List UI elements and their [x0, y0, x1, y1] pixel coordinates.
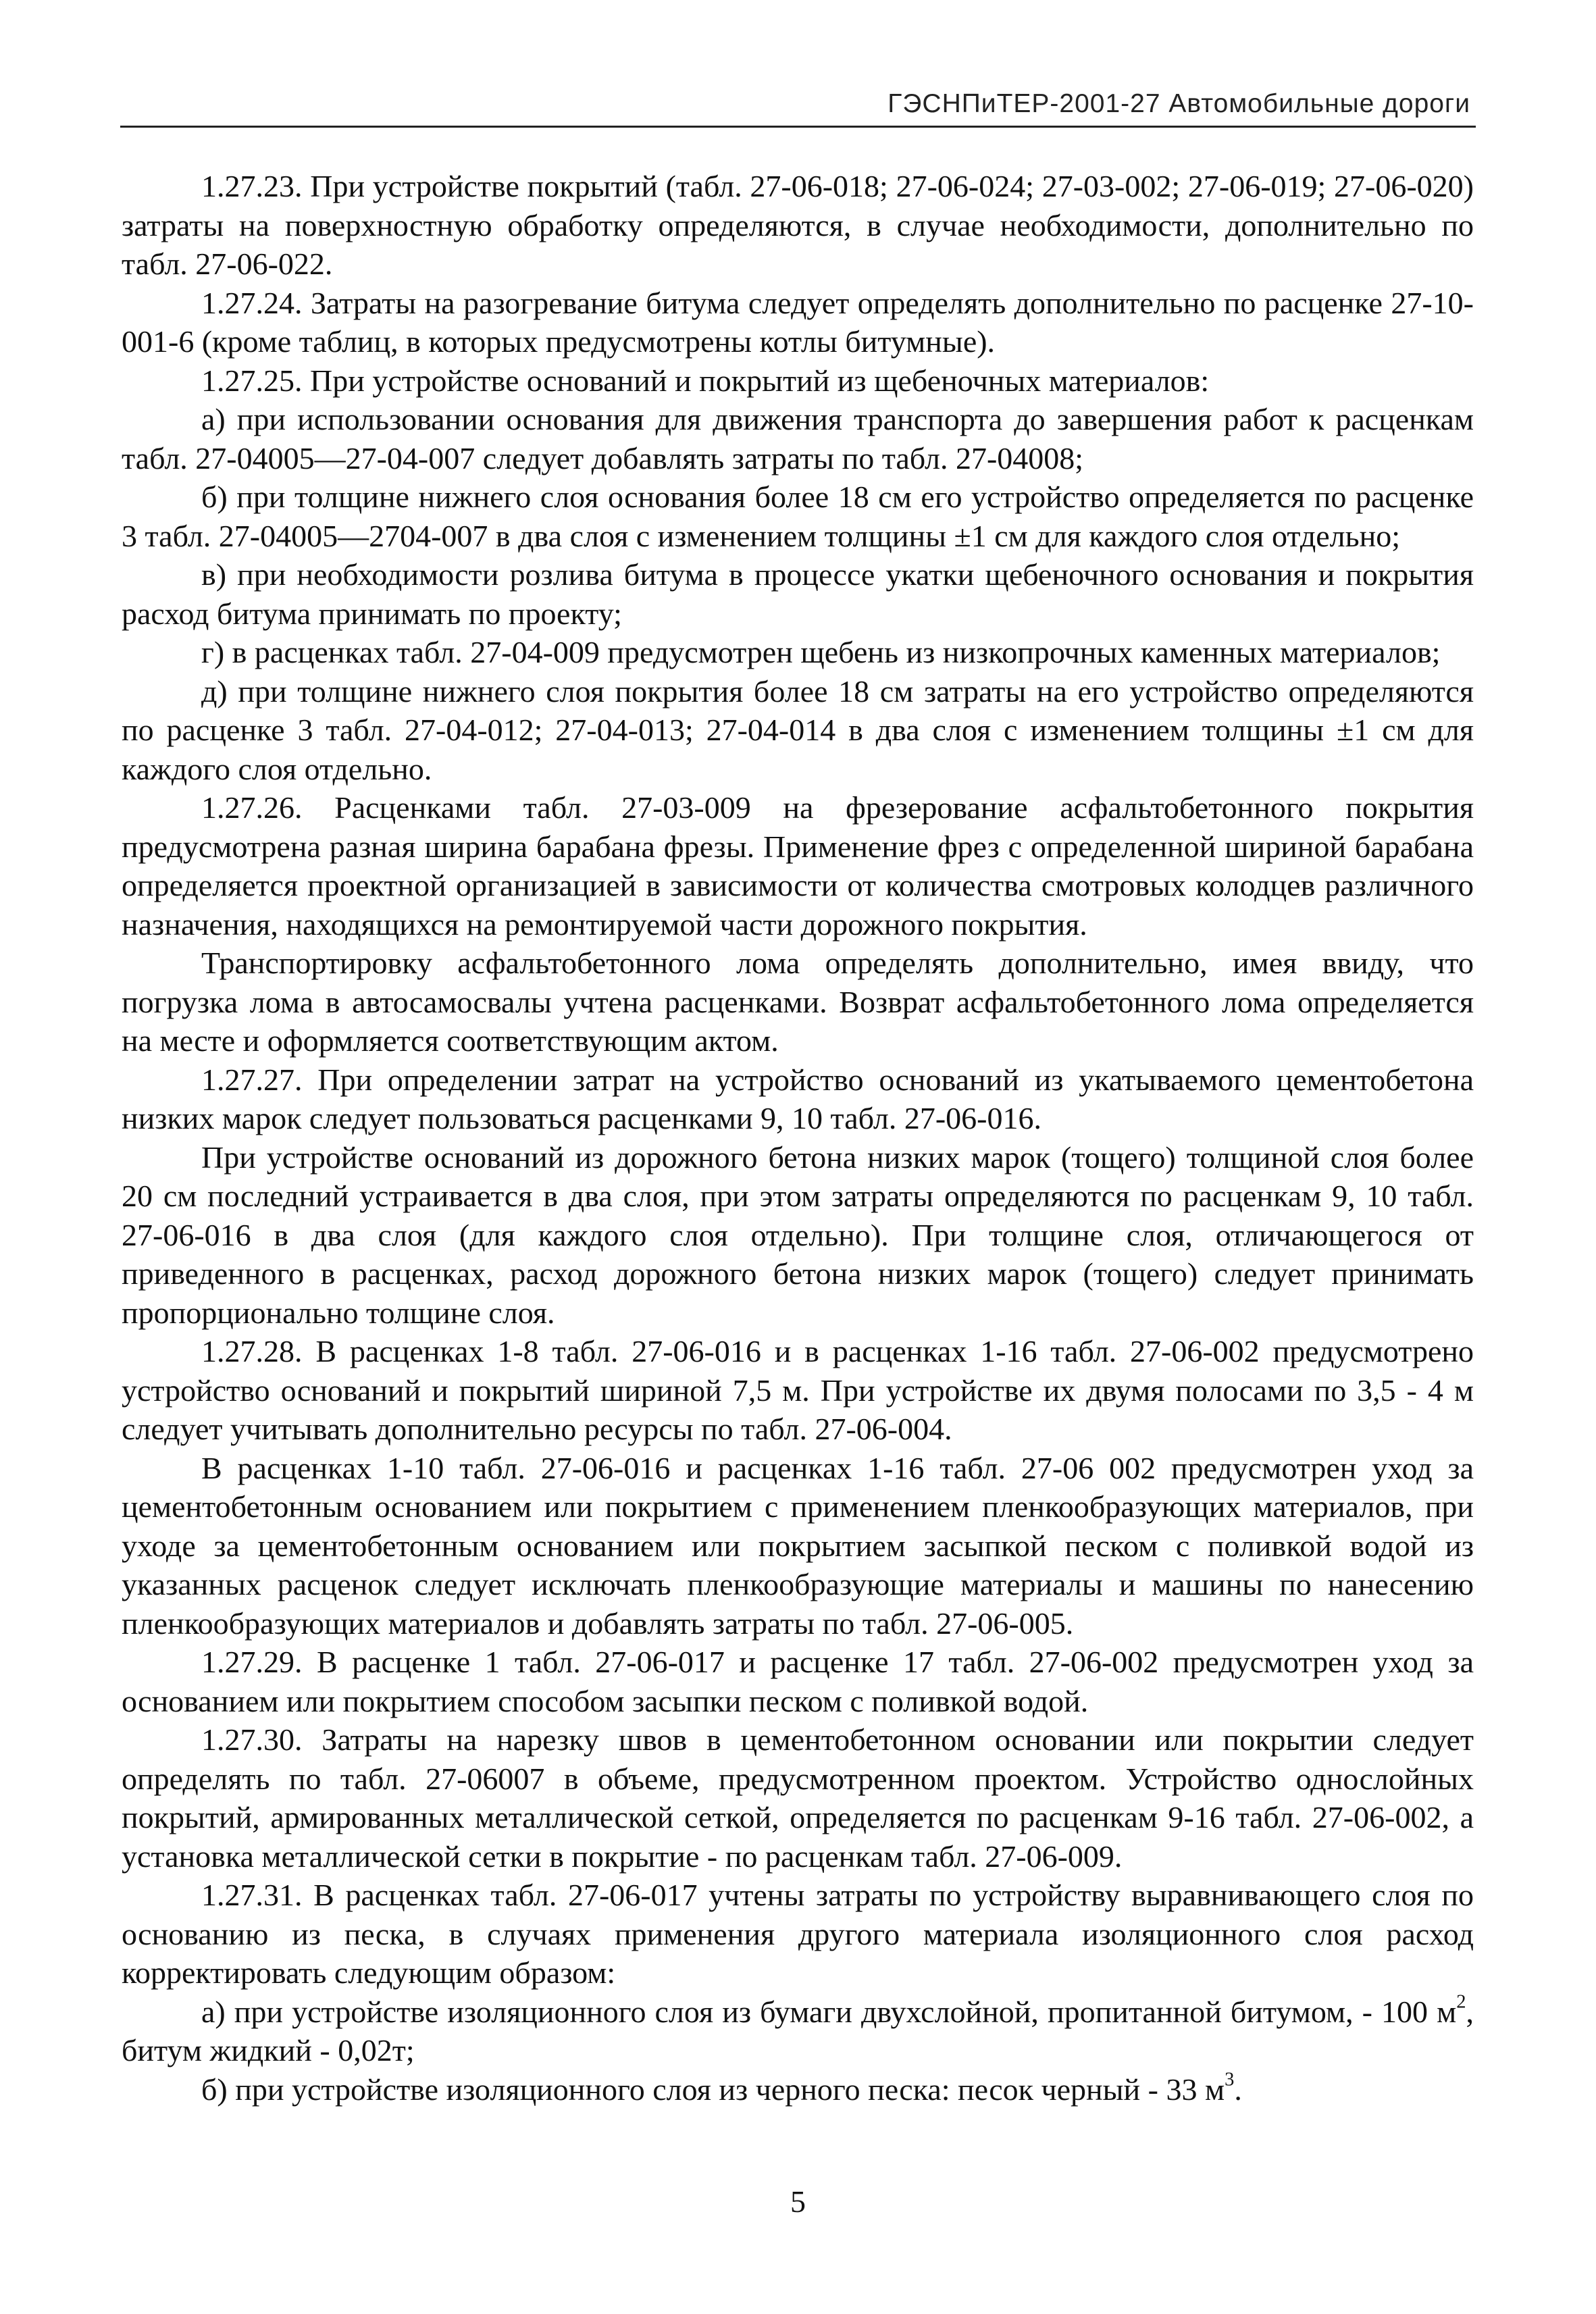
list-item-a: а) при использовании основания для движения транспорта до завершения работ к расценкам табл. 27-04005—27-04-007 следует добавлять затраты по табл. 27-04008;: [122, 402, 1474, 475]
list-item-d: д) при толщине нижнего слоя покрытия более 18 см затраты на его устройство определяются по расценке 3 табл. 27-04-012; 27-04-013; 27-04-014 в два слоя с изменением толщины ±1 см для каждого слоя отдельно.: [122, 673, 1474, 786]
insulation-item-b-tail: .: [1234, 2072, 1242, 2107]
paragraph-lean-concrete: При устройстве оснований из дорожного бетона низких марок (тощего) толщиной слоя более 20 см последний устраивается в два слоя, при этом затраты определяются по расценкам 9, 10 табл. 27-06-016 в два слоя (для каждого слоя отдельно). При толщине слоя, отличающегося от приведенного в расценках, расход дорожного бетона низких марок (тощего) следует принимать пропорционально толщине слоя.: [122, 1139, 1474, 1330]
insulation-item-a-tail: , битум жидкий - 0,02т;: [122, 1994, 1474, 2067]
paragraph-transport: Транспортировку асфальтобетонного лома определять дополнительно, имея ввиду, что погрузка лома в автосамосвалы учтена расценками. Возврат асфальтобетонного лома определяется на месте и оформляется соответствующим актом.: [122, 946, 1474, 1058]
paragraph-1-27-27: 1.27.27. При определении затрат на устройство оснований из укатываемого цементобетона низких марок следует пользоваться расценками 9, 10 табл. 27-06-016.: [122, 1062, 1474, 1135]
paragraph-1-27-26: 1.27.26. Расценками табл. 27-03-009 на фрезерование асфальтобетонного покрытия предусмотрена разная ширина барабана фрезы. Применение фрез с определенной шириной барабана определяется проектной организацией в зависимости от количества смотровых колодцев различного назначения, находящихся на ремонтируемой части дорожного покрытия.: [122, 790, 1474, 942]
paragraph-1-27-28: 1.27.28. В расценках 1-8 табл. 27-06-016 и в расценках 1-16 табл. 27-06-002 предусмотрено устройство оснований и покрытий шириной 7,5 м. При устройстве их двумя полосами по 3,5 - 4 м следует учитывать дополнительно ресурсы по табл. 27-06-004.: [122, 1334, 1474, 1446]
paragraph-1-27-25: 1.27.25. При устройстве оснований и покрытий из щебеночных материалов:: [201, 363, 1210, 398]
list-item-b: б) при толщине нижнего слоя основания более 18 см его устройство определяется по расценке 3 табл. 27-04005—2704-007 в два слоя с изменением толщины ±1 см для каждого слоя отдельно;: [122, 480, 1474, 553]
header-rule: [120, 126, 1476, 128]
insulation-item-a: [122, 1992, 1474, 2070]
paragraph-curing: В расценках 1-10 табл. 27-06-016 и расценках 1-16 табл. 27-06 002 предусмотрен уход за цементобетонным основанием или покрытием с применением пленкообразующих материалов, при уходе за цементобетонным основанием или покрытием засыпкой песком с поливкой водой из указанных расценок следует исключать пленкообразующие материалы и машины по нанесению пленкообразующих материалов и добавлять затраты по табл. 27-06-005.: [122, 1450, 1474, 1641]
paragraph-1-27-23: 1.27.23. При устройстве покрытий (табл. 27-06-018; 27-06-024; 27-03-002; 27-06-019; 27-06-020) затраты на поверхностную обработку определяются, в случае необходимости, дополнительно по табл. 27-06-022.: [122, 169, 1474, 281]
superscript-3: 3: [1225, 2069, 1235, 2090]
page-number: 5: [790, 2184, 806, 2219]
superscript-2: 2: [1456, 1991, 1466, 2013]
body-text: [122, 167, 1474, 2109]
running-header: ГЭСНПиТЕР-2001-27 Автомобильные дороги: [887, 89, 1470, 118]
paragraph-1-27-30: 1.27.30. Затраты на нарезку швов в цементобетонном основании или покрытии следует определять по табл. 27-06007 в объеме, предусмотренном проектом. Устройство однослойных покрытий, армированных металлической сеткой, определяется по расценкам 9-16 табл. 27-06-002, а установка металлической сетки в покрытие - по расценкам табл. 27-06-009.: [122, 1722, 1474, 1874]
insulation-item-b-text: б) при устройстве изоляционного слоя из черного песка: песок черный - 33 м: [201, 2072, 1225, 2107]
list-item-g: г) в расценках табл. 27-04-009 предусмотрен щебень из низкопрочных каменных материалов;: [201, 635, 1441, 669]
list-item-v: в) при необходимости розлива битума в процессе укатки щебеночного основания и покрытия расход битума принимать по проекту;: [122, 557, 1474, 631]
insulation-item-a-text: а) при устройстве изоляционного слоя из бумаги двухслойной, пропитанной битумом, - 100 м: [201, 1994, 1457, 2029]
insulation-item-b: [122, 2070, 1474, 2109]
paragraph-1-27-29: 1.27.29. В расценке 1 табл. 27-06-017 и расценке 17 табл. 27-06-002 предусмотрен уход за основанием или покрытием способом засыпки песком с поливкой водой.: [122, 1645, 1474, 1718]
paragraph-1-27-24: 1.27.24. Затраты на разогревание битума следует определять дополнительно по расценке 27-10-001-6 (кроме таблиц, в которых предусмотрены котлы битумные).: [122, 285, 1474, 359]
paragraph-1-27-31: 1.27.31. В расценках табл. 27-06-017 учтены затраты по устройству выравнивающего слоя по основанию из песка, в случаях применения другого материала изоляционного слоя расход корректировать следующим образом:: [122, 1878, 1474, 1990]
